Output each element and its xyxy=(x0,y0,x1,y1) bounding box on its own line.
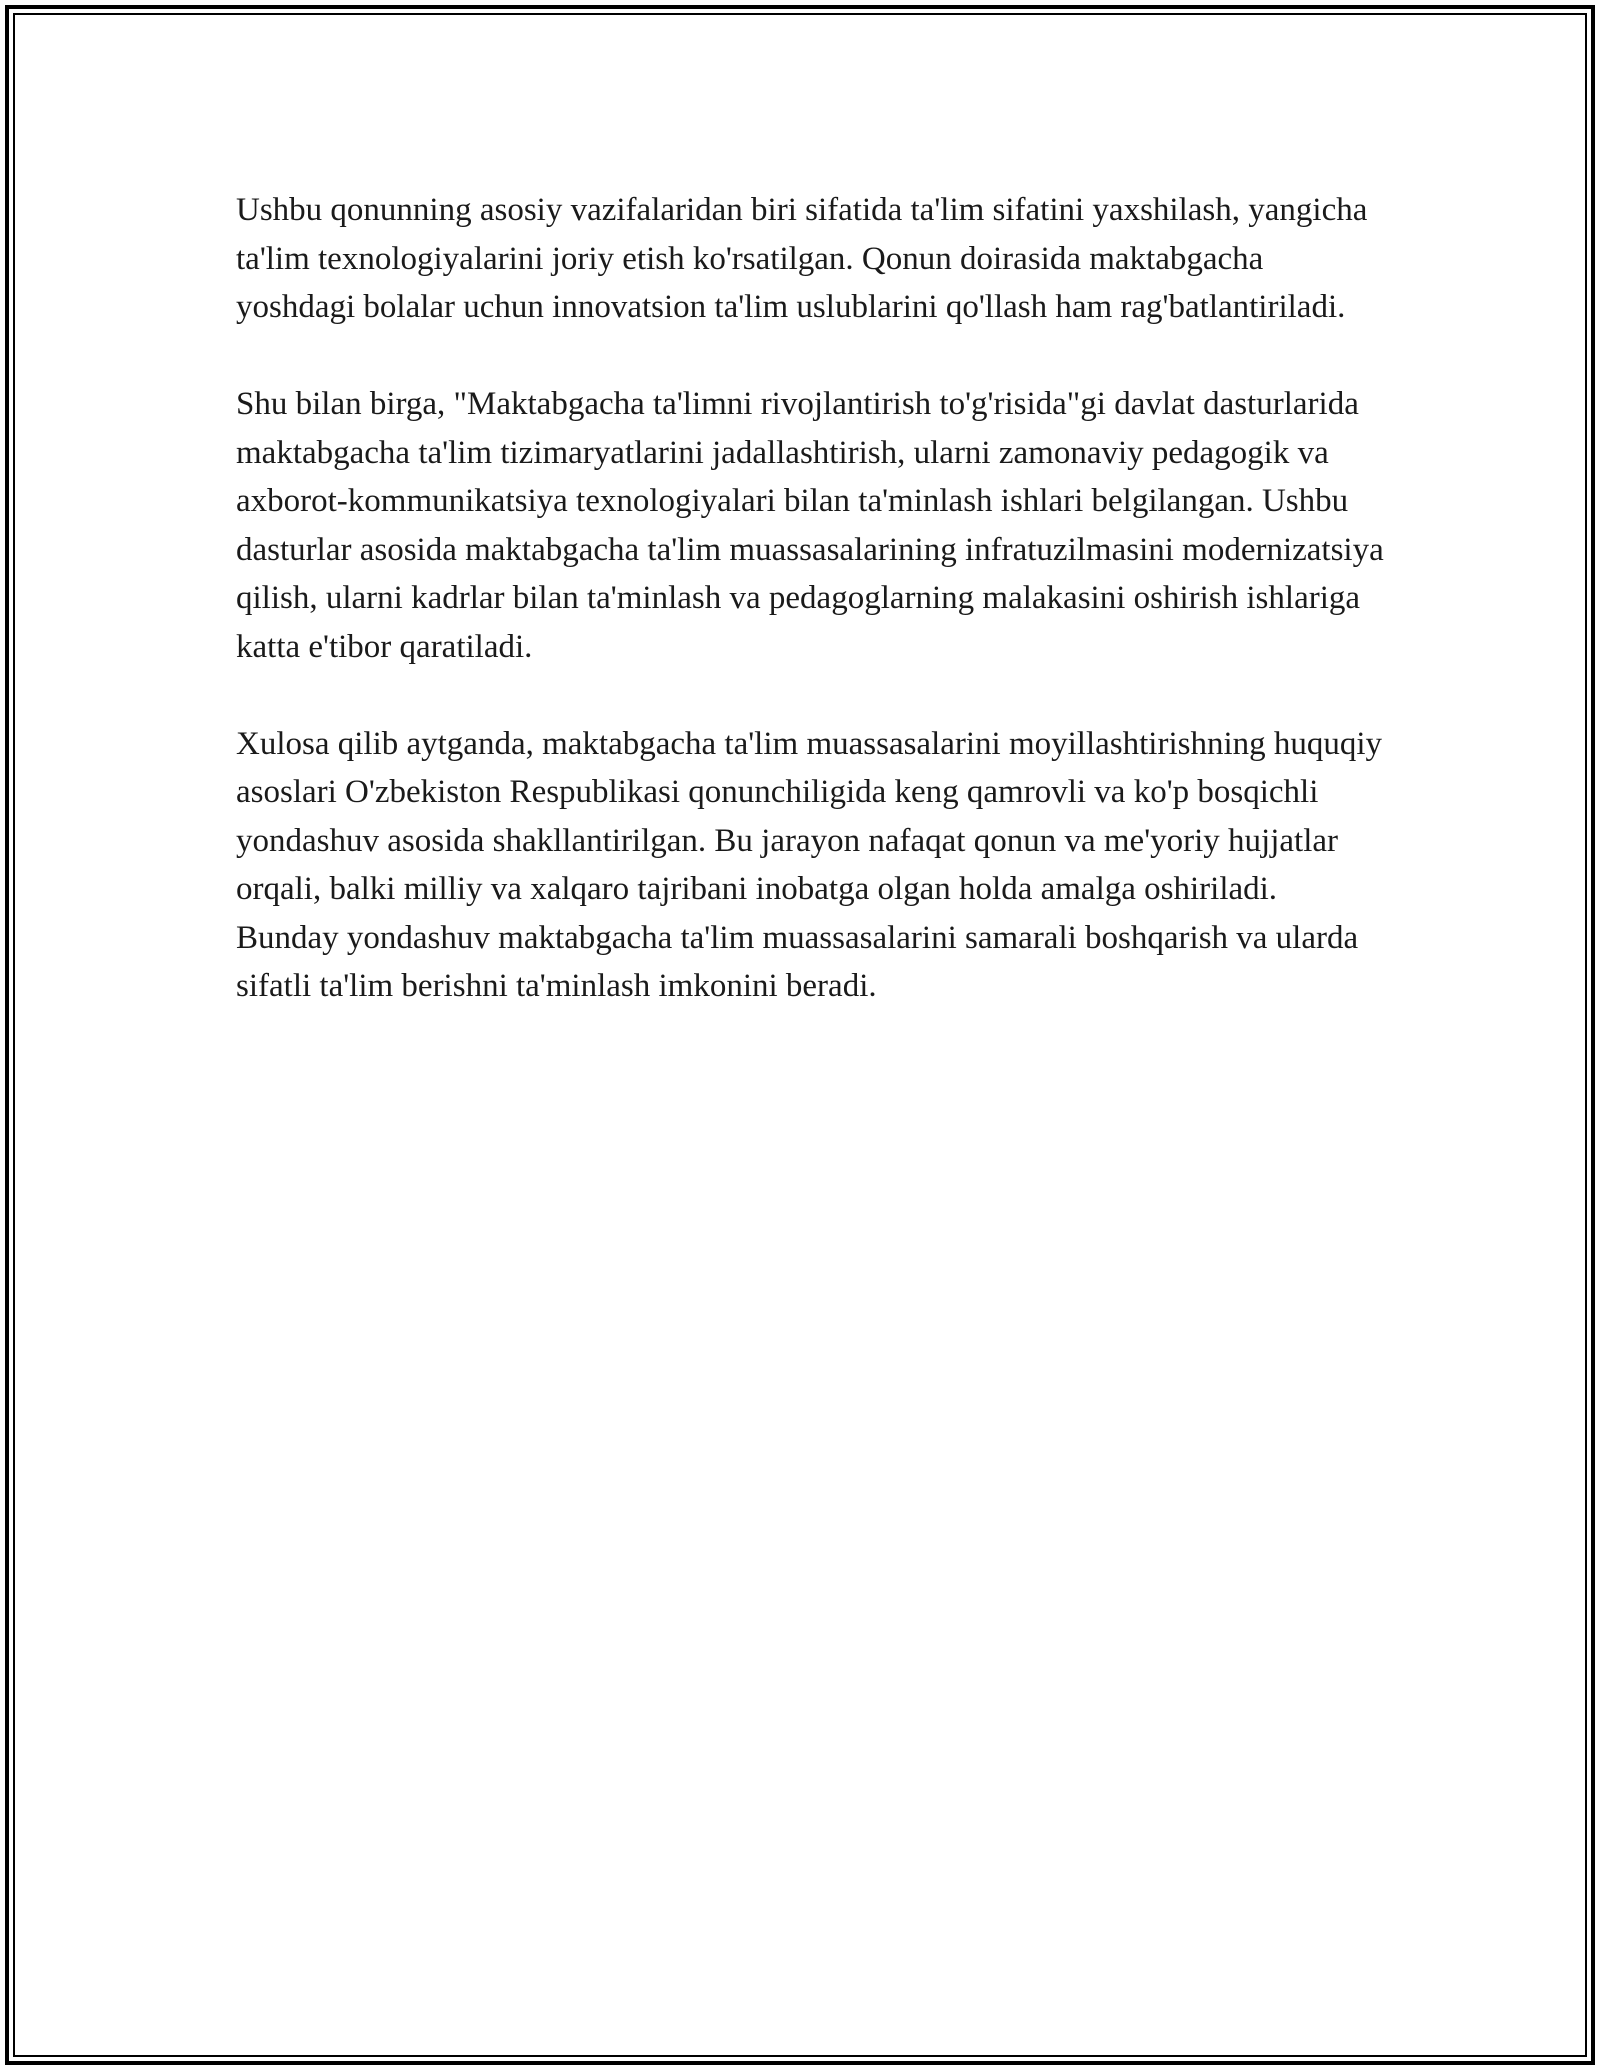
paragraph-1: Ushbu qonunning asosiy vazifalaridan biri sifatida ta'lim sifatini yaxshilash, yangicha ta'lim texnologiyalarini joriy etish ko'rsatilgan. Qonun doirasida maktabgacha yoshdagi bolalar uchun innovatsion ta'lim uslublarini qo'llash ham rag'batlantiriladi. xyxy=(236,192,1368,325)
document-body xyxy=(236,186,1386,1059)
paragraph-3: Xulosa qilib aytganda, maktabgacha ta'lim muassasalarini moyillashtirishning huquqiy asoslari O'zbekiston Respublikasi qonunchiligida keng qamrovli va ko'p bosqichli yondashuv asosida shakllantirilgan. Bu jarayon nafaqat qonun va me'yoriy hujjatlar orqali, balki milliy va xalqaro tajribani inobatga olgan holda amalga oshiriladi. Bunday yondashuv maktabgacha ta'lim muassasalarini samarali boshqarish va ularda sifatli ta'lim berishni ta'minlash imkonini beradi. xyxy=(236,725,1383,1004)
paragraph-2: Shu bilan birga, "Maktabgacha ta'limni rivojlantirish to'g'risida"gi davlat dasturlarida maktabgacha ta'lim tizimaryatlarini jadallashtirish, ularni zamonaviy pedagogik va axborot-kommunikatsiya texnologiyalari bilan ta'minlash ishlari belgilangan. Ushbu dasturlar asosida maktabgacha ta'lim muassasalarining infratuzilmasini modernizatsiya qilish, ularni kadrlar bilan ta'minlash va pedagoglarning malakasini oshirish ishlariga katta e'tibor qaratiladi. xyxy=(236,386,1384,665)
